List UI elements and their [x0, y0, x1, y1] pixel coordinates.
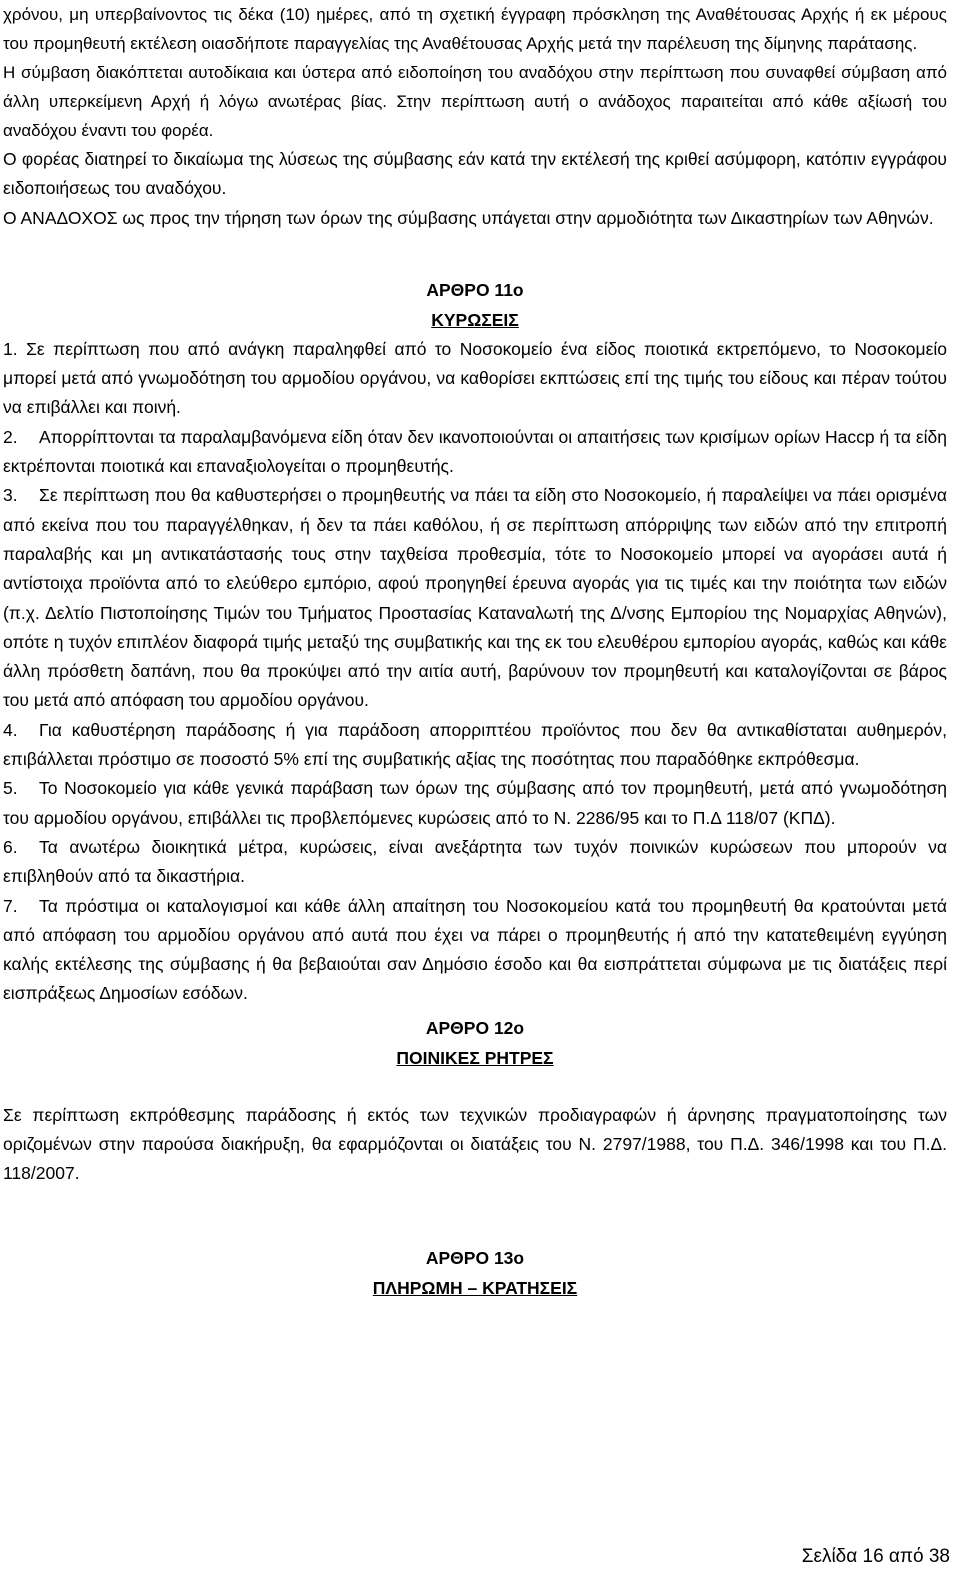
item-text: Για καθυστέρηση παράδοσης ή για παράδοση απορριπτέου προϊόντος που δεν θα αντικαθίσταται αυθημερόν, επιβάλλεται πρόστιμο σε ποσοστό 5% επί της συμβατικής αξίας της ποσότητας που παραδόθηκε εκπρόθεσμα. — [3, 719, 947, 770]
item-number: 2. — [3, 426, 18, 447]
item-text: Τα ανωτέρω διοικητικά μέτρα, κυρώσεις, είναι ανεξάρτητα των τυχόν ποινικών κυρώσεων που μπορούν να επιβληθούν από τα δικαστήρια. — [3, 836, 947, 887]
article-title: ΑΡΘΡΟ 12ο — [425, 1017, 525, 1038]
item-text: Σε περίπτωση που από ανάγκη παραληφθεί από το Νοσοκομείο ένα είδος ποιοτικά εκτρεπόμενο, το Νοσοκομείο μπορεί μετά από γνωμοδότηση του αρμοδίου οργάνου, να καθορίσει εκπτώσεις επί της τιμής του είδους και πέραν τούτου να επιβάλλει και ποινή. — [3, 338, 947, 418]
list-item — [3, 335, 947, 423]
article-title: ΑΡΘΡΟ 11ο — [426, 279, 524, 300]
item-number: 7. — [3, 895, 18, 916]
document-body — [3, 0, 947, 1303]
paragraph: Σε περίπτωση εκπρόθεσμης παράδοσης ή εκτός των τεχνικών προδιαγραφών ή άρνησης πραγματοποίησης των οριζομένων στην παρούσα διακήρυξη, θα εφαρμόζονται οι διατάξεις του Ν. 2797/1988, του Π.Δ. 346/1998 και του Π.Δ. 118/2007. — [3, 1104, 947, 1184]
item-number: 5. — [3, 778, 18, 799]
paragraph: Ο φορέας διατηρεί το δικαίωμα της λύσεως της σύμβασης εάν κατά την εκτέλεσή της κριθεί ασύμφορη, κατόπιν εγγράφου ειδοποιήσεως του αναδόχου. — [3, 149, 947, 199]
article-11-heading — [3, 275, 947, 335]
article-subtitle: ΚΥΡΩΣΕΙΣ — [431, 309, 519, 330]
article-subtitle: ΠΛΗΡΩΜΗ – ΚΡΑΤΗΣΕΙΣ — [372, 1277, 578, 1298]
item-text: Σε περίπτωση που θα καθυστερήσει ο προμηθευτής να πάει τα είδη στο Νοσοκομείο, ή παραλείψει να πάει ορισμένα από εκείνα που του παραγγέλθηκαν, ή δεν τα πάει καθόλου, ή σε περίπτωση απόρριψης των ειδών από την επιτροπή παραλαβής και μη αντικατάστασής τους στην ταχθείσα προθεσμία, τότε το Νοσοκομείο μπορεί να αγοράσει αυτά ή αντίστοιχα προϊόντα από το ελεύθερο εμπόριο, αφού προηγηθεί έρευνα αγοράς για τις τιμές και την ποιότητα των ειδών (π.χ. Δελτίο Πιστοποίησης Τιμών του Τμήματος Προστασίας Καταναλωτή της Δ/νσης Εμπορίου της Νομαρχίας Αθηνών), οπότε η τυχόν επιπλέον διαφορά τιμής μεταξύ της συμβατικής και της εκ του ελευθέρου εμπορίου αγοράς, καθώς και κάθε άλλη πρόσθετη δαπάνη, που θα προκύψει από την αιτία αυτή, βαρύνουν τον προμηθευτή και καταλογίζονται σε βάρος του μετά από απόφαση του αρμοδίου οργάνου. — [3, 485, 947, 711]
item-text: Τα πρόστιμα οι καταλογισμοί και κάθε άλλη απαίτηση του Νοσοκομείου κατά του προμηθευτή θα κρατούνται μετά από απόφαση του αρμοδίου οργάνου από αυτά που έχει να πάρει ο προμηθευτής ή από την κατατεθειμένη εγγύηση καλής εκτέλεσης της σύμβασης ή θα βεβαιούται σαν Δημόσιο έσοδο και θα εισπράττεται σύμφωνα με τις διατάξεις περί εισπράξεως Δημοσίων εσόδων. — [3, 895, 947, 1004]
list-item — [3, 892, 947, 1009]
article-title: ΑΡΘΡΟ 13ο — [425, 1247, 525, 1268]
list-item — [3, 774, 947, 833]
list-item — [3, 423, 947, 482]
list-item — [3, 716, 947, 775]
item-number: 3. — [3, 485, 18, 506]
paragraph: Ο ΑΝΑΔΟΧΟΣ ως προς την τήρηση των όρων της σύμβασης υπάγεται στην αρμοδιότητα των Δικαστηρίων των Αθηνών. — [3, 207, 934, 228]
paragraph: χρόνου, μη υπερβαίνοντος τις δέκα (10) ημέρες, από τη σχετική έγγραφη πρόσκληση της Αναθέτουσας Αρχής ή εκ μέρους του προμηθευτή εκτέλεση οιασδήποτε παραγγελίας της Αναθέτουσας Αρχής μετά την παρέλευση της δίμηνης παράτασης. — [3, 5, 947, 53]
article-subtitle: ΠΟΙΝΙΚΕΣ ΡΗΤΡΕΣ — [396, 1047, 554, 1068]
list-item — [3, 833, 947, 892]
article-13-heading — [3, 1243, 947, 1303]
page-number: Σελίδα 16 από 38 — [801, 1546, 950, 1567]
item-number: 6. — [3, 836, 18, 857]
list-item — [3, 481, 947, 715]
item-text: Απορρίπτονται τα παραλαμβανόμενα είδη όταν δεν ικανοποιούνται οι απαιτήσεις των κρισίμων ορίων Haccp ή τα είδη εκτρέπονται ποιοτικά και επαναξιολογείται ο προμηθευτής. — [3, 426, 947, 477]
item-number: 1. — [3, 338, 18, 359]
item-text: Το Νοσοκομείο για κάθε γενικά παράβαση των όρων της σύμβασης από τον προμηθευτή, μετά από γνωμοδότηση του αρμοδίου οργάνου, επιβάλλει τις προβλεπόμενες κυρώσεις από το Ν. 2286/95 και το Π.Δ 118/07 (ΚΠΔ). — [3, 778, 947, 828]
article-12-heading — [3, 1013, 947, 1073]
paragraph: Η σύμβαση διακόπτεται αυτοδίκαια και ύστερα από ειδοποίηση του αναδόχου στην περίπτωση που συναφθεί σύμβαση από άλλη υπερκείμενη Αρχή ή λόγω ανωτέρας βίας. Στην περίπτωση αυτή ο ανάδοχος παραιτείται από κάθε αξίωσή του αναδόχου έναντι του φορέα. — [3, 63, 947, 140]
item-number: 4. — [3, 719, 18, 740]
article-11-list — [3, 335, 947, 1009]
